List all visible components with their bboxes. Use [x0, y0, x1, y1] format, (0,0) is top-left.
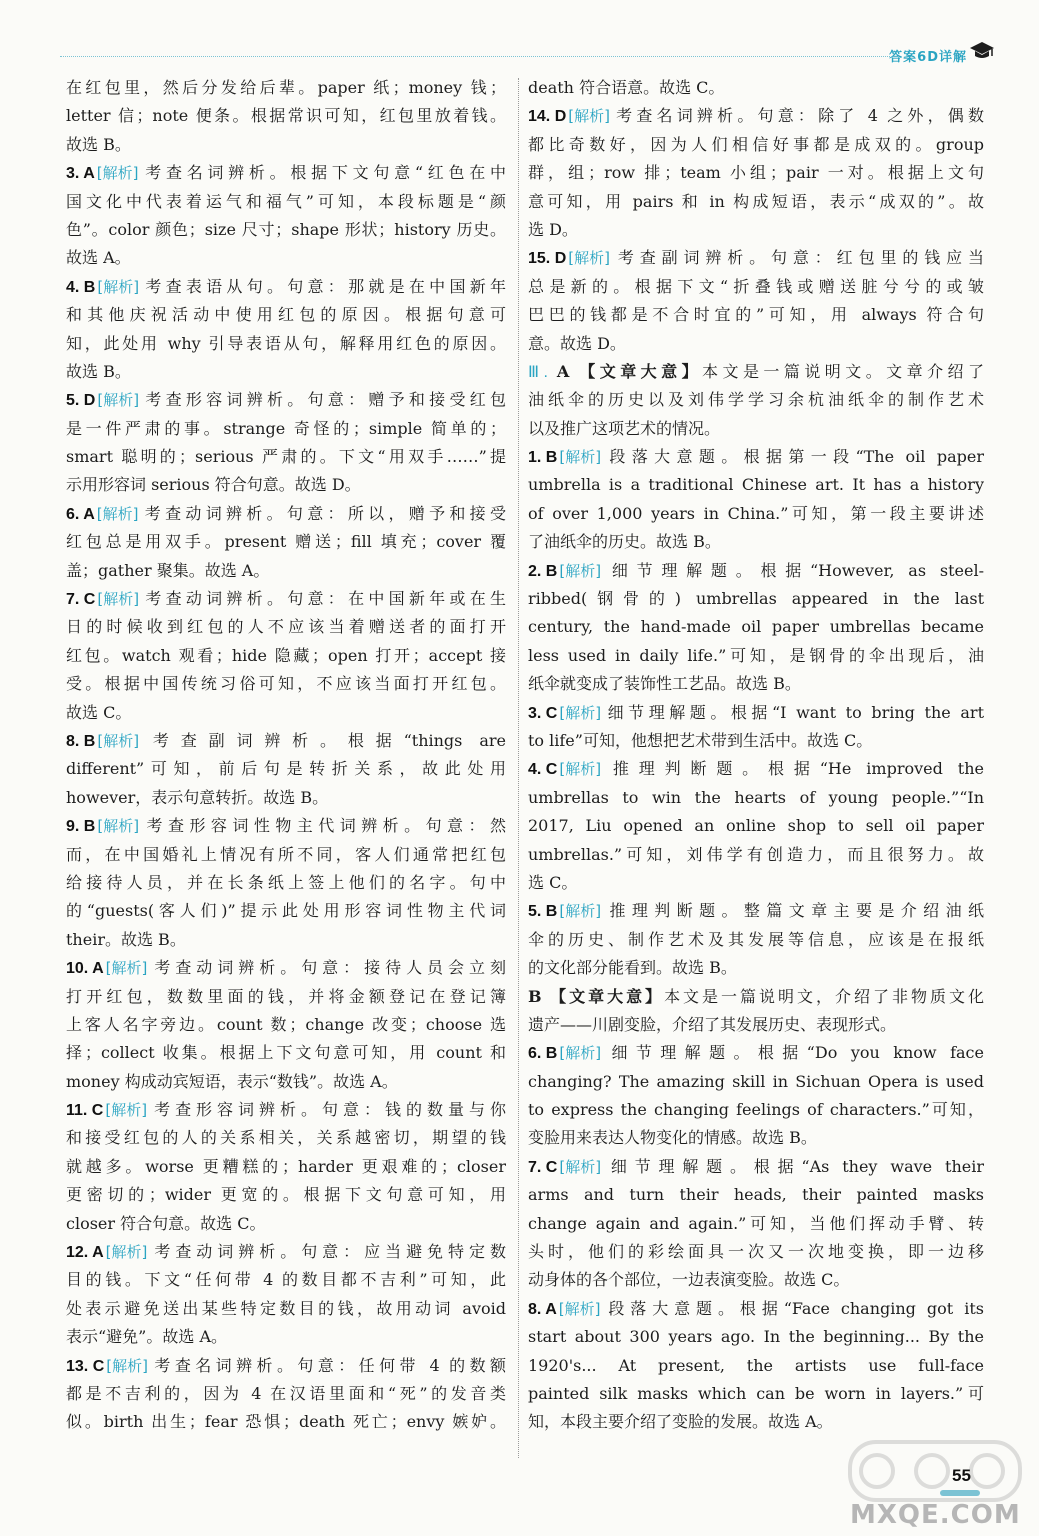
text-line: [66, 188, 506, 216]
page-number: 55: [952, 1466, 971, 1485]
line-text: 目的钱。下文“任何带 4 的数目都不吉利”可知，此: [66, 1270, 506, 1290]
question-number: 1. B: [528, 449, 558, 467]
text-line: [528, 954, 984, 982]
question-number: 3. A: [66, 165, 95, 183]
header-brand: 答案6D详解: [889, 50, 967, 65]
graduation-cap-icon: [969, 40, 995, 62]
line-text: 1920's... At present, the artists use full-face: [528, 1355, 984, 1375]
text-line: [528, 244, 984, 272]
text-line: [528, 1124, 984, 1152]
text-line: [528, 1039, 984, 1067]
question-number: 12. A: [66, 1244, 104, 1262]
watermark-text: MXQE.COM: [850, 1500, 1021, 1530]
passage-summary-label: A 【文章大意】: [556, 361, 703, 381]
line-text: 和接受红包的人的关系相关，关系越密切，期望的钱: [66, 1128, 506, 1148]
line-text: 红包总是用双手。present 赠送；fill 填充；cover 覆: [66, 532, 506, 552]
text-line: [66, 358, 506, 386]
line-text: 考查形容词性物主代词辨析。句意：然: [141, 816, 506, 836]
line-text: money 构成动宾短语，表示“数钱”。故选 A。: [66, 1071, 398, 1091]
line-text: 考查名词辨析。句意：除了 4 之外，偶数: [611, 106, 984, 126]
text-line: [66, 273, 506, 301]
question-number: 6. B: [528, 1045, 558, 1063]
line-text: arms and turn their heads, their painted masks: [528, 1185, 984, 1205]
text-line: [66, 784, 506, 812]
line-text: 故选 C。: [66, 702, 132, 722]
analysis-tag: [解析]: [559, 760, 602, 779]
text-line: [528, 557, 984, 585]
line-text: 选 C。: [528, 872, 578, 892]
text-line: [528, 358, 984, 386]
text-line: [66, 954, 506, 982]
header-rule: [60, 56, 890, 57]
line-text: 红包。watch 观看；hide 隐藏；open 打开；accept 接: [66, 645, 506, 665]
text-line: [528, 528, 984, 556]
line-text: 盖；gather 聚集。故选 A。: [66, 560, 270, 580]
text-line: [66, 443, 506, 471]
line-text: 示用形容词 serious 符合句意。故选 D。: [66, 475, 361, 495]
line-text: 上客人名字旁边。count 数；change 改变；choose 选: [66, 1014, 506, 1034]
analysis-tag: [解析]: [97, 590, 140, 609]
line-text: death 符合语意。故选 C。: [528, 78, 725, 97]
text-line: [528, 1096, 984, 1124]
text-line: [528, 471, 984, 499]
text-line: [528, 699, 984, 727]
question-number: 9. B: [66, 818, 96, 836]
text-line: [528, 1266, 984, 1294]
line-text: 细节理解题。根据“As they wave their: [603, 1156, 984, 1176]
analysis-tag: [解析]: [559, 1044, 602, 1063]
text-line: [528, 131, 984, 159]
line-text: closer 符合句意。故选 C。: [66, 1213, 266, 1233]
text-line: [528, 727, 984, 755]
analysis-tag: [解析]: [106, 1356, 148, 1375]
text-line: [66, 670, 506, 698]
line-text: 打开红包，数数里面的钱，并将金额登记在登记簿: [66, 986, 506, 1006]
question-number: 8. B: [66, 732, 96, 750]
line-text: ribbed(钢骨的) umbrellas appeared in the last: [528, 589, 984, 609]
line-text: 2017, Liu opened an online shop to sell oil paper: [528, 816, 984, 836]
text-line: [528, 216, 984, 244]
line-text: however，表示句意转折。故选 B。: [66, 787, 329, 807]
text-line: [66, 613, 506, 641]
text-line: [528, 1068, 984, 1096]
text-line: [66, 983, 506, 1011]
line-text: 考查形容词辨析。句意：钱的数量与你: [149, 1100, 506, 1120]
line-text: 以及推广这项艺术的情况。: [528, 418, 721, 438]
text-line: [528, 1210, 984, 1238]
line-text: 伞的历史、制作艺术及其发展等信息，应该是在报纸: [528, 929, 984, 949]
question-number: 6. A: [66, 505, 95, 523]
text-line: [528, 670, 984, 698]
line-text: 考查副词辨析。句意：红包里的钱应当: [611, 248, 984, 268]
line-text: umbrellas to win the hearts of young people.”“In: [528, 787, 984, 807]
line-text: 头时，他们的彩绘面具一次又一次地变换，即一边移: [528, 1242, 984, 1262]
text-line: [528, 159, 984, 187]
line-text: 考查名词辨析。句意：任何带 4 的数额: [149, 1355, 506, 1375]
text-line: [66, 1210, 506, 1238]
question-number: 7. C: [528, 1158, 558, 1176]
line-text: 择；collect 收集。根据上下文句意可知，用 count 和: [66, 1043, 506, 1063]
text-line: [66, 415, 506, 443]
text-line: [528, 926, 984, 954]
line-text: change again and again.”可知，当他们挥动手臂、转: [528, 1213, 984, 1233]
text-line: [528, 1011, 984, 1039]
analysis-tag: [解析]: [105, 1101, 148, 1120]
analysis-tag: [解析]: [97, 731, 140, 750]
line-text: 考查动词辨析。句意：应当避免特定数: [149, 1242, 506, 1262]
question-number: 4. C: [528, 761, 558, 779]
line-text: painted silk masks which can be worn in layers.”可: [528, 1383, 984, 1403]
analysis-tag: [解析]: [568, 107, 610, 126]
analysis-tag: [解析]: [568, 249, 610, 268]
text-line: [66, 159, 506, 187]
question-number: 8. A: [528, 1300, 557, 1318]
line-text: 意可知，用 pairs 和 in 构成短语，表示“成双的”。故: [528, 191, 984, 211]
text-line: [66, 500, 506, 528]
text-line: [66, 727, 506, 755]
text-line: [528, 1238, 984, 1266]
left-column: [66, 74, 506, 1437]
text-line: [528, 1323, 984, 1351]
line-text: 本文是一篇说明文，介绍了非物质文化: [664, 986, 984, 1006]
text-line: [66, 1380, 506, 1408]
text-line: [528, 415, 984, 443]
line-text: 和其他庆祝活动中使用红包的原因。根据句意可: [66, 305, 506, 325]
line-text: 在红包里，然后分发给后辈。paper 纸；money 钱；: [66, 78, 506, 97]
line-text: 日的时候收到红包的人不应该当着赠送者的面打开: [66, 617, 506, 637]
text-line: [66, 642, 506, 670]
line-text: 故选 A。: [66, 248, 131, 268]
line-text: 考查名词辨析。根据下文句意“红色在中: [140, 163, 506, 183]
line-text: 考查副词辨析。根据“things are: [141, 730, 506, 750]
column-divider: [518, 78, 519, 1458]
line-text: changing? The amazing skill in Sichuan Opera is used: [528, 1071, 984, 1091]
line-text: 就越多。worse 更糟糕的；harder 更艰难的；closer: [66, 1156, 506, 1176]
text-line: [66, 585, 506, 613]
line-text: 是一件严肃的事。strange 奇怪的；simple 简单的；: [66, 418, 506, 438]
text-line: [528, 1408, 984, 1436]
text-line: [66, 1408, 506, 1436]
text-line: [66, 699, 506, 727]
text-line: [66, 1011, 506, 1039]
line-text: 动身体的各个部位，一边表演变脸。故选 C。: [528, 1270, 850, 1290]
text-line: [66, 1323, 506, 1351]
line-text: umbrellas.”可知，刘伟学有创造力，而且很努力。故: [528, 844, 984, 864]
line-text: 而，在中国婚礼上情况有所不同，客人们通常把红包: [66, 844, 506, 864]
line-text: 细节理解题。根据“I want to bring the art: [603, 702, 984, 722]
analysis-tag: [解析]: [97, 277, 140, 296]
page-number-decoration: [940, 1490, 980, 1496]
text-line: [66, 244, 506, 272]
line-text: 考查动词辨析。句意：所以，赠予和接受: [140, 503, 506, 523]
line-text: 意。故选 D。: [528, 333, 626, 353]
line-text: 知，此处用 why 引导表语从句，解释用红色的原因。: [66, 333, 506, 353]
line-text: letter 信；note 便条。根据常识可知，红包里放着钱。: [66, 106, 506, 126]
question-number: 11. C: [66, 1102, 104, 1120]
analysis-tag: [解析]: [559, 561, 602, 580]
text-line: [66, 1068, 506, 1096]
line-text: 群，组；row 排；team 小组；pair 一对。根据上文句: [528, 163, 984, 183]
line-text: 的“guests(客人们)”提示此处用形容词性物主代词: [66, 901, 506, 921]
text-line: [66, 102, 506, 130]
analysis-tag: [解析]: [96, 164, 139, 183]
line-text: 了油纸伞的历史。故选 B。: [528, 532, 721, 552]
line-text: 更密切的；wider 更宽的。根据下文句意可知，用: [66, 1185, 506, 1205]
line-text: 细节理解题。根据“Do you know face: [603, 1043, 984, 1063]
text-line: [528, 74, 984, 102]
line-text: century, the hand-made oil paper umbrellas became: [528, 617, 984, 637]
question-number: 5. B: [528, 903, 558, 921]
analysis-tag: [解析]: [97, 817, 140, 836]
analysis-tag: [解析]: [558, 1299, 601, 1318]
text-line: [528, 585, 984, 613]
line-text: to express the changing feelings of characters.”可知，: [528, 1100, 984, 1120]
text-line: [66, 841, 506, 869]
text-line: [66, 926, 506, 954]
text-line: [528, 613, 984, 641]
text-line: [66, 1153, 506, 1181]
line-text: 都是不吉利的，因为 4 在汉语里面和“死”的发音类: [66, 1383, 506, 1403]
line-text: 考查形容词辨析。句意：赠予和接受红包: [141, 390, 506, 410]
text-line: [528, 500, 984, 528]
text-line: [66, 1352, 506, 1380]
passage-summary-label: B 【文章大意】: [528, 986, 665, 1006]
text-line: [528, 1295, 984, 1323]
line-text: 考查表语从句。句意：那就是在中国新年: [141, 276, 506, 296]
text-line: [528, 330, 984, 358]
line-text: 遗产——川剧变脸，介绍了其发展历史、表现形式。: [528, 1014, 897, 1034]
analysis-tag: [解析]: [96, 504, 139, 523]
text-line: [528, 784, 984, 812]
line-text: 细节理解题。根据“However, as steel-: [603, 560, 984, 580]
text-line: [66, 897, 506, 925]
question-number: 5. D: [66, 392, 96, 410]
line-text: 选 D。: [528, 219, 578, 239]
line-text: 考查动词辨析。句意：接待人员会立刻: [149, 958, 506, 978]
analysis-tag: [解析]: [97, 391, 140, 410]
text-line: [528, 386, 984, 414]
text-line: [528, 443, 984, 471]
line-text: 表示“避免”。故选 A。: [66, 1327, 228, 1347]
text-line: [66, 1181, 506, 1209]
line-text: 受。根据中国传统习俗可知，不应该当面打开红包。: [66, 674, 506, 694]
line-text: 的文化部分能看到。故选 B。: [528, 958, 737, 978]
text-line: [528, 102, 984, 130]
line-text: 都比奇数好，因为人们相信好事都是成双的。group: [528, 134, 984, 154]
question-number: 14. D: [528, 108, 567, 126]
text-line: [66, 1266, 506, 1294]
line-text: of over 1,000 years in China.”可知，第一段主要讲述: [528, 503, 984, 523]
text-line: [528, 273, 984, 301]
line-text: 国文化中代表着运气和福气”可知，本段标题是“颜: [66, 191, 506, 211]
analysis-tag: [解析]: [559, 1157, 602, 1176]
line-text: 本文是一篇说明文。文章介绍了: [702, 361, 984, 381]
text-line: [66, 301, 506, 329]
text-line: [528, 983, 984, 1011]
right-column: [528, 74, 984, 1437]
line-text: smart 聪明的；serious 严肃的。下文“用双手……”提: [66, 447, 506, 467]
text-line: [66, 1124, 506, 1152]
text-line: [66, 755, 506, 783]
text-line: [66, 1238, 506, 1266]
line-text: 似。birth 出生；fear 恐惧；death 死亡；envy 嫉妒。: [66, 1412, 506, 1432]
line-text: 段落大意题。根据“Face changing got its: [602, 1298, 984, 1318]
line-text: 故选 B。: [66, 134, 131, 154]
question-number: 7. C: [66, 591, 96, 609]
line-text: 变脸用来表达人物变化的情感。故选 B。: [528, 1128, 817, 1148]
text-line: [66, 1295, 506, 1323]
line-text: 处表示避免送出某些特定数目的钱，故用动词 avoid: [66, 1298, 506, 1318]
question-number: 15. D: [528, 250, 567, 268]
line-text: 色”。color 颜色；size 尺寸；shape 形状；history 历史。: [66, 219, 506, 239]
text-line: [66, 471, 506, 499]
text-line: [528, 188, 984, 216]
text-line: [528, 1153, 984, 1181]
line-text: 推理判断题。整篇文章主要是介绍油纸: [603, 901, 984, 921]
text-line: [66, 557, 506, 585]
question-number: 2. B: [528, 562, 558, 580]
question-number: 13. C: [66, 1357, 105, 1375]
text-line: [528, 812, 984, 840]
line-text: start about 300 years ago. In the beginning... By the: [528, 1327, 984, 1347]
text-line: [528, 1181, 984, 1209]
question-number: 10. A: [66, 960, 104, 978]
text-line: [528, 1352, 984, 1380]
line-text: their。故选 B。: [66, 929, 186, 949]
line-text: different”可知，前后句是转折关系，故此处用: [66, 759, 506, 779]
text-line: [528, 301, 984, 329]
text-line: [66, 131, 506, 159]
text-line: [528, 1380, 984, 1408]
line-text: 总是新的。根据下文“折叠钱或赠送脏兮兮的或皱: [528, 276, 984, 296]
text-line: [528, 841, 984, 869]
text-line: [66, 1096, 506, 1124]
question-number: 3. C: [528, 704, 558, 722]
text-line: [66, 812, 506, 840]
text-line: [66, 386, 506, 414]
line-text: 故选 B。: [66, 361, 131, 381]
analysis-tag: [解析]: [105, 959, 148, 978]
analysis-tag: [解析]: [559, 703, 602, 722]
line-text: less used in daily life.”可知，是钢骨的伞出现后，油: [528, 645, 984, 665]
line-text: 段落大意题。根据第一段“The oil paper: [603, 447, 984, 467]
text-line: [66, 1039, 506, 1067]
text-line: [66, 216, 506, 244]
line-text: 纸伞就变成了装饰性工艺品。故选 B。: [528, 674, 801, 694]
analysis-tag: [解析]: [105, 1243, 148, 1262]
line-text: 知，本段主要介绍了变脸的发展。故选 A。: [528, 1412, 833, 1432]
text-line: [528, 642, 984, 670]
line-text: 油纸伞的历史以及刘伟学学习余杭油纸伞的制作艺术: [528, 390, 984, 410]
line-text: 考查动词辨析。句意：在中国新年或在生: [141, 589, 506, 609]
question-number: 4. B: [66, 278, 96, 296]
text-line: [66, 528, 506, 556]
text-line: [66, 330, 506, 358]
analysis-tag: [解析]: [559, 448, 602, 467]
line-text: 巴巴的钱都是不合时宜的”可知，用 always 符合句: [528, 305, 984, 325]
text-line: [528, 869, 984, 897]
line-text: umbrella is a traditional Chinese art. It has a history: [528, 475, 984, 495]
text-line: [66, 869, 506, 897]
text-line: [528, 897, 984, 925]
text-line: [528, 755, 984, 783]
line-text: to life”可知，他想把艺术带到生活中。故选 C。: [528, 730, 873, 750]
analysis-tag: [解析]: [559, 902, 602, 921]
section-numeral: Ⅲ.: [528, 363, 557, 381]
line-text: 给接待人员，并在长条纸上签上他们的名字。句中: [66, 872, 506, 892]
line-text: 推理判断题。根据“He improved the: [603, 759, 984, 779]
text-line: [66, 74, 506, 102]
